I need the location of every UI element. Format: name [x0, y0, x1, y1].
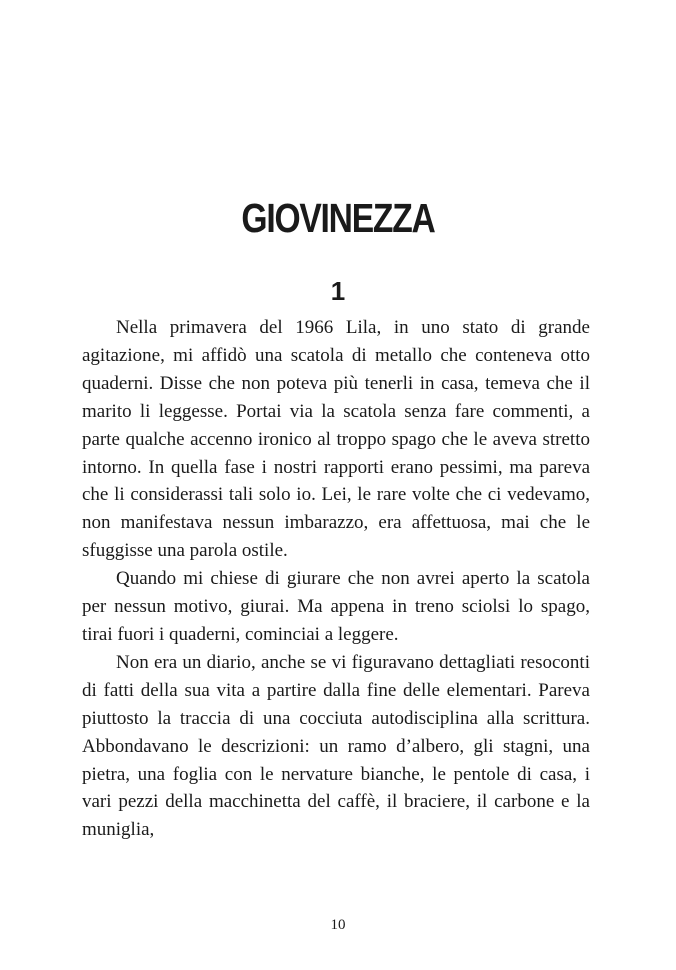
chapter-number: 1: [330, 276, 346, 306]
paragraph-2: Quando mi chiese di giurare che non avrei aperto la scatola per nessun motivo, giurai. Ma appena in treno sciolsi lo spago, tirai fuori i quaderni, cominciai a leggere.: [82, 568, 590, 645]
paragraph-3: Non era un diario, anche se vi figuravano dettagliati resoconti di fatti della sua vita a partire dalla fine delle elementari. Pareva piuttosto la traccia di una cocciuta autodisciplina alla scrittura. Abbondavano le descrizioni: un ramo d’albero, gli stagni, una pietra, una foglia con le nervature bianche, le pentole di casa, i vari pezzi della macchinetta del caffè, il braciere, il carbone e la muniglia,: [82, 651, 590, 841]
chapter-body: [82, 314, 590, 844]
page-number: 10: [330, 917, 346, 933]
paragraph-1: Nella primavera del 1966 Lila, in uno stato di grande agitazione, mi affidò una scatola di metallo che conteneva otto quaderni. Disse che non poteva più tenerli in casa, temeva che il marito li leggesse. Portai via la scatola senza fare commenti, a parte qualche accenno ironico al troppo spago che le aveva stretto intorno. In quella fase i nostri rapporti erano pessimi, ma pareva che li considerassi tali solo io. Lei, le rare volte che ci vedevamo, non manifestava nessun imbarazzo, era affettuosa, mai che le sfuggisse una parola ostile.: [82, 317, 590, 562]
section-title: GIOVINEZZA: [241, 195, 435, 241]
